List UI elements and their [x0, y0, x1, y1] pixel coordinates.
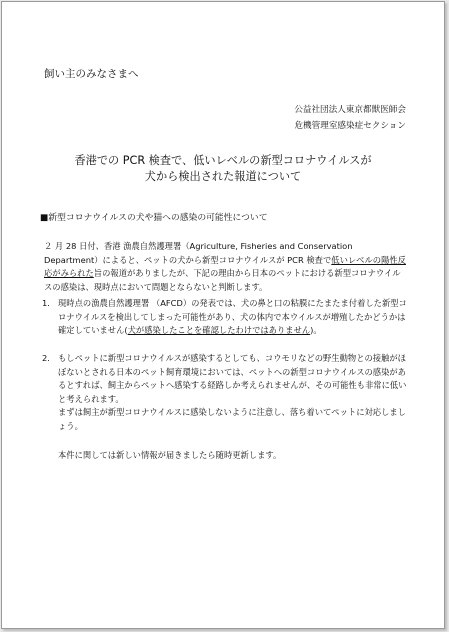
- paragraph-1-text: ２ 月 28 日付、香港 漁農自然護理署（Agriculture, Fisheries and Conservation Department）によると、ペットの犬から新型コロナウイルスが PCR 検査で: [44, 241, 353, 265]
- list-item-text: 現時点の漁農自然護理署 （AFCD）の発表では、犬の鼻と口の粘膜にたまたま付着した新型コロナウイルスを検出してしまった可能性があり、犬の体内で本ウイルスが増殖したかどうかは確定していません(: [58, 298, 407, 335]
- list-item: [42, 297, 408, 338]
- list-item-text: もしペットに新型コロナウイルスが感染するとしても、コウモリなどの野生動物との接触がほぼないとされる日本のペット飼育環境においては、ペットへの新型コロナウイルスの感染があるとすれば、飼主からペットへ感染する経路しか考えられませんが、その可能性も非常に低いと考えられます。: [58, 353, 407, 404]
- closing-note: 本件に関しては新しい情報が届きましたら随時更新します。: [58, 450, 282, 460]
- paragraph-1: [44, 240, 408, 294]
- paragraph-1-underlined: 低いレベルの陽性反応がみられた: [44, 254, 406, 278]
- section-heading: ■新型コロナウイルスの犬や猫への感染の可能性について: [40, 213, 268, 223]
- list-item-underlined: 犬が感染したことを確認したわけではありません: [127, 325, 311, 335]
- list-item-number: 1.: [42, 298, 50, 308]
- list-item: [42, 352, 408, 433]
- paragraph-1-text-end: 旨の報道がありましたが、下記の理由から日本のペットにおける新型コロナウイルスの感染は、現時点において問題とならないと判断します。: [44, 268, 401, 292]
- organization-name: 公益社団法人東京都獣医師会: [294, 105, 406, 115]
- title-line-2: 犬から検出された報道について: [144, 170, 302, 183]
- list-item-number: 2.: [42, 353, 50, 363]
- greeting: 飼い主のみなさまへ: [44, 68, 139, 80]
- list-item-text-end: )。: [310, 325, 322, 335]
- organization-section: 危機管理室感染症セクション: [294, 121, 406, 131]
- document-page: [1, 1, 445, 629]
- list-item-advice: まずは飼主が新型コロナウイルスに感染しないように注意し、落ち着いてペットに対応しましょう。: [58, 407, 406, 431]
- title-line-1: 香港での PCR 検査で、低いレベルの新型コロナウイルスが: [74, 154, 372, 167]
